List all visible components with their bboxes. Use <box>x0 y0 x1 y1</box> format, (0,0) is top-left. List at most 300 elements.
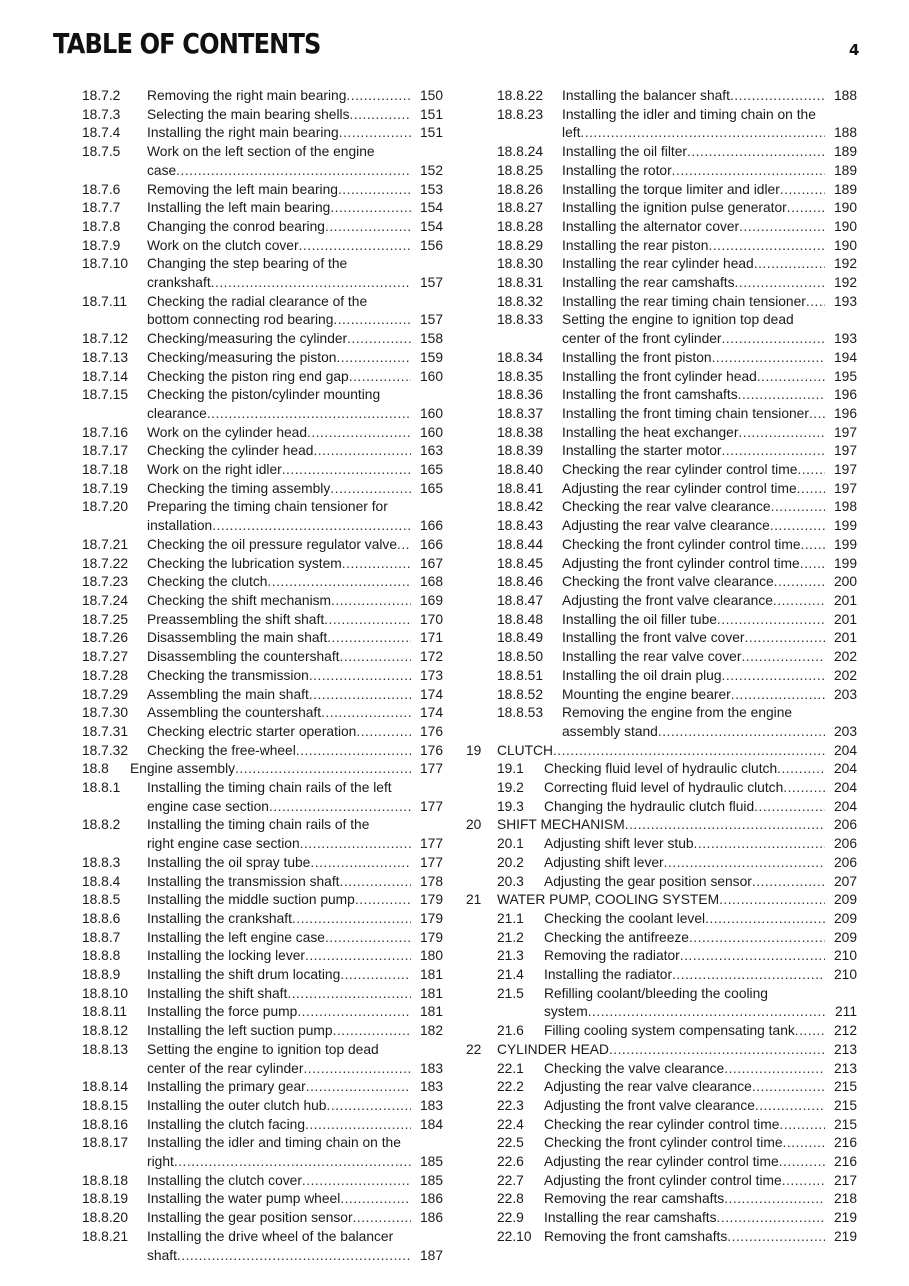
toc-entry[interactable] <box>82 648 443 667</box>
toc-entry-title-line: Changing the hydraulic clutch fluid <box>544 798 755 814</box>
toc-entry-title-line: case <box>147 162 177 178</box>
toc-entry-leader-line <box>562 555 825 574</box>
leader-dots <box>355 891 411 910</box>
leader-dots <box>176 162 411 181</box>
toc-entry-number: 18.8.29 <box>497 237 544 253</box>
toc-entry-title-line: Changing the step bearing of the <box>147 256 348 272</box>
toc-entry-text <box>562 349 857 368</box>
toc-entry-page: 201 <box>833 630 857 646</box>
toc-entry-text <box>562 573 857 592</box>
leader-dots <box>658 723 825 742</box>
toc-entry[interactable] <box>82 386 443 423</box>
toc-entry[interactable] <box>466 1060 857 1079</box>
toc-entry[interactable] <box>82 1172 443 1191</box>
toc-entry[interactable] <box>82 330 443 349</box>
toc-entry[interactable] <box>466 536 857 555</box>
toc-entry-text <box>544 929 857 948</box>
toc-entry-page: 173 <box>419 667 443 683</box>
toc-entry-page: 179 <box>419 910 443 926</box>
toc-entry-number: 18.8.5 <box>82 892 121 908</box>
toc-entry[interactable] <box>466 985 857 1022</box>
toc-entry-title-line: Installing the front piston <box>562 349 712 365</box>
toc-entry[interactable] <box>82 667 443 686</box>
toc-entry-number: 18.8.38 <box>497 424 544 440</box>
toc-entry-text <box>544 1078 857 1097</box>
toc-entry-title-line: Removing the right main bearing <box>147 88 347 103</box>
leader-dots <box>680 947 825 966</box>
toc-entry-number: 19.2 <box>497 780 524 796</box>
toc-entry-number: 18.8.33 <box>497 312 544 328</box>
toc-entry-page: 196 <box>833 387 857 403</box>
toc-entry-number: 18.7.9 <box>82 237 121 253</box>
toc-entry-text <box>147 854 443 873</box>
toc-entry-title-line: shaft <box>147 1247 177 1263</box>
toc-entry[interactable] <box>82 143 443 180</box>
toc-entry-title-line: Refilling coolant/bleeding the cooling <box>544 985 768 1001</box>
toc-entry-number: 18.8.24 <box>497 144 544 160</box>
toc-entry-text <box>147 293 443 330</box>
toc-entry[interactable] <box>82 929 443 948</box>
toc-entry[interactable] <box>82 498 443 535</box>
toc-entry-leader-line <box>147 1172 411 1191</box>
toc-entry-title-line: Adjusting the front cylinder control time <box>562 555 800 571</box>
toc-entry[interactable] <box>466 1097 857 1116</box>
toc-entry[interactable] <box>466 424 857 443</box>
toc-entry[interactable] <box>466 573 857 592</box>
toc-entry-number: 21.1 <box>497 910 524 926</box>
toc-entry-leader-line <box>562 255 825 274</box>
toc-entry-text <box>147 461 443 480</box>
toc-entry[interactable] <box>82 181 443 200</box>
toc-entry-title-line: crankshaft <box>147 275 211 291</box>
toc-entry[interactable] <box>466 629 857 648</box>
toc-entry[interactable] <box>466 835 857 854</box>
leader-dots <box>717 611 825 630</box>
toc-entry[interactable] <box>466 349 857 368</box>
toc-entry-leader-line <box>562 237 825 256</box>
toc-entry-page: 186 <box>419 1191 443 1207</box>
toc-entry[interactable] <box>466 1172 857 1191</box>
toc-entry-page: 206 <box>833 836 857 852</box>
toc-entry-page: 198 <box>833 499 857 515</box>
toc-entry-page: 181 <box>419 985 443 1001</box>
toc-entry[interactable] <box>466 760 857 779</box>
toc-entry-leader-line <box>544 798 825 817</box>
toc-entry-leader-line <box>147 461 411 480</box>
toc-entry-text <box>147 442 443 461</box>
toc-entry-leader-line <box>544 1153 825 1172</box>
toc-entry-leader-line <box>544 835 825 854</box>
toc-entry-title-line: Changing the conrod bearing <box>147 218 325 234</box>
toc-entry[interactable] <box>82 536 443 555</box>
toc-entry-title-line: Adjusting the gear position sensor <box>544 873 752 889</box>
toc-entry-title-line: Installing the drive wheel of the balancer <box>147 1228 394 1244</box>
toc-entry-leader-line <box>497 1041 825 1060</box>
toc-entry-text <box>544 873 857 892</box>
leader-dots <box>303 1060 411 1079</box>
toc-entry-title-line: Installing the left main bearing <box>147 200 331 216</box>
toc-entry-number: 21.2 <box>497 929 524 945</box>
toc-entry[interactable] <box>466 143 857 162</box>
toc-entry-leader-line <box>562 181 825 200</box>
toc-entry-text <box>147 1097 443 1116</box>
toc-entry[interactable] <box>82 1209 443 1228</box>
leader-dots <box>292 910 411 929</box>
toc-entry[interactable] <box>82 573 443 592</box>
toc-entry-leader-line <box>497 816 825 835</box>
toc-entry-title-line: Checking the front valve clearance <box>562 574 774 590</box>
toc-entry[interactable] <box>466 442 857 461</box>
toc-entry[interactable] <box>82 947 443 966</box>
toc-entry[interactable] <box>82 891 443 910</box>
toc-entry-leader-line <box>147 181 411 200</box>
toc-entry[interactable] <box>466 162 857 181</box>
toc-entry-page: 185 <box>419 1172 443 1188</box>
toc-entry[interactable] <box>82 686 443 705</box>
toc-entry[interactable] <box>466 555 857 574</box>
toc-entry[interactable] <box>466 237 857 256</box>
toc-entry[interactable] <box>466 1190 857 1209</box>
toc-entry-title-line: Work on the clutch cover <box>147 237 299 253</box>
toc-entry-number: 18.8.17 <box>82 1135 129 1151</box>
toc-entry[interactable] <box>82 816 443 853</box>
leader-dots <box>752 1078 825 1097</box>
toc-entry[interactable] <box>466 947 857 966</box>
toc-entry-page: 204 <box>833 798 857 814</box>
toc-entry-page: 174 <box>419 705 443 721</box>
toc-entry[interactable] <box>466 929 857 948</box>
toc-entry[interactable] <box>82 237 443 256</box>
toc-entry[interactable] <box>466 405 857 424</box>
toc-entry-leader-line <box>147 667 411 686</box>
toc-entry-text <box>147 1022 443 1041</box>
toc-entry-number: 18.7.27 <box>82 649 129 665</box>
toc-entry-page: 199 <box>833 555 857 571</box>
toc-entry[interactable] <box>466 798 857 817</box>
toc-entry[interactable] <box>82 742 443 761</box>
toc-entry[interactable] <box>82 124 443 143</box>
toc-entry-leader-line <box>147 330 411 349</box>
toc-entry-page: 169 <box>419 592 443 608</box>
toc-entry-leader-line <box>147 704 411 723</box>
toc-entry-page: 213 <box>833 1060 857 1076</box>
toc-entry[interactable] <box>82 704 443 723</box>
toc-entry-title-line: CYLINDER HEAD <box>497 1041 609 1057</box>
toc-entry-text <box>147 330 443 349</box>
toc-entry-page: 210 <box>833 948 857 964</box>
toc-entry-page: 190 <box>833 237 857 253</box>
toc-entry-number: 18.8.43 <box>497 518 544 534</box>
toc-entry-title-line: Installing the balancer shaft <box>562 88 730 103</box>
toc-entry[interactable] <box>466 368 857 387</box>
toc-entry[interactable] <box>82 461 443 480</box>
toc-entry-title-line: Installing the force pump <box>147 1004 298 1020</box>
leader-dots <box>738 424 825 443</box>
toc-entry-text <box>147 368 443 387</box>
toc-entry[interactable] <box>466 255 857 274</box>
toc-entry[interactable] <box>82 87 443 106</box>
toc-entry[interactable] <box>466 910 857 929</box>
toc-entry[interactable] <box>466 667 857 686</box>
toc-entry[interactable] <box>466 1116 857 1135</box>
toc-entry[interactable] <box>466 480 857 499</box>
toc-entry[interactable] <box>82 1078 443 1097</box>
toc-entry[interactable] <box>82 873 443 892</box>
toc-entry-number: 18.8.14 <box>82 1079 129 1095</box>
toc-entry[interactable] <box>466 517 857 536</box>
toc-entry-leader-line <box>544 1060 825 1079</box>
toc-entry-page: 199 <box>833 518 857 534</box>
toc-entry[interactable] <box>82 1041 443 1078</box>
toc-entry[interactable] <box>82 910 443 929</box>
toc-entry-number: 18.8.7 <box>82 929 121 945</box>
toc-entry-text <box>544 1022 857 1041</box>
leader-dots <box>779 1153 825 1172</box>
toc-entry-title-line: Installing the shift drum locating <box>147 967 341 983</box>
toc-entry[interactable] <box>82 966 443 985</box>
toc-entry-title-line: Installing the oil filler tube <box>562 611 717 627</box>
toc-entry-text <box>147 611 443 630</box>
toc-entry-text <box>544 1228 857 1247</box>
toc-entry-title-line: system <box>544 1004 588 1020</box>
leader-dots <box>797 461 825 480</box>
toc-entry[interactable] <box>82 1116 443 1135</box>
toc-entry-page: 197 <box>833 443 857 459</box>
toc-entry-leader-line <box>147 854 411 873</box>
toc-entry[interactable] <box>82 592 443 611</box>
toc-entry-text <box>147 873 443 892</box>
toc-entry[interactable] <box>82 349 443 368</box>
toc-entry[interactable] <box>82 760 443 779</box>
toc-entry-text <box>147 218 443 237</box>
toc-entry-number: 18.7.13 <box>82 349 129 365</box>
toc-entry-leader-line <box>147 873 411 892</box>
toc-entry[interactable] <box>82 1003 443 1022</box>
toc-entry-title-line: Disassembling the main shaft <box>147 630 328 646</box>
leader-dots <box>306 1078 411 1097</box>
toc-entry-leader-line <box>147 1190 411 1209</box>
toc-entry[interactable] <box>82 629 443 648</box>
toc-entry-page: 183 <box>419 1097 443 1113</box>
toc-entry[interactable] <box>466 218 857 237</box>
toc-entry[interactable] <box>466 106 857 143</box>
toc-entry[interactable] <box>466 1022 857 1041</box>
toc-entry-page: 196 <box>833 405 857 421</box>
toc-entry-page: 151 <box>419 106 443 122</box>
leader-dots <box>207 405 411 424</box>
page-number: 4 <box>849 41 860 59</box>
toc-entry[interactable] <box>82 480 443 499</box>
toc-entry-text <box>147 424 443 443</box>
toc-entry-leader-line <box>562 405 825 424</box>
toc-entry-title-line: Checking/measuring the cylinder <box>147 331 348 347</box>
toc-entry-page: 209 <box>833 929 857 945</box>
toc-entry-text <box>147 947 443 966</box>
toc-entry[interactable] <box>466 461 857 480</box>
toc-entry-title-line: Checking the valve clearance <box>544 1060 725 1076</box>
toc-entry[interactable] <box>466 87 857 106</box>
toc-entry[interactable] <box>82 1134 443 1171</box>
leader-dots <box>235 760 411 779</box>
toc-entry-title-line: Installing the rear camshafts <box>562 275 735 291</box>
toc-entry[interactable] <box>466 592 857 611</box>
toc-entry-page: 185 <box>419 1154 443 1170</box>
toc-entry[interactable] <box>466 311 857 348</box>
toc-entry-number: 18.8.42 <box>497 499 544 515</box>
toc-entry[interactable] <box>82 1228 443 1265</box>
leader-dots <box>356 723 411 742</box>
toc-entry-page: 177 <box>419 854 443 870</box>
toc-entry[interactable] <box>466 293 857 312</box>
toc-entry-page: 204 <box>833 742 857 758</box>
toc-entry-leader-line <box>562 648 825 667</box>
leader-dots <box>333 311 411 330</box>
toc-entry[interactable] <box>466 1209 857 1228</box>
toc-entry-leader-line <box>544 1022 825 1041</box>
toc-entry[interactable] <box>466 686 857 705</box>
toc-entry-leader-line <box>147 742 411 761</box>
toc-entry-number: 18.7.17 <box>82 443 129 459</box>
toc-entry-page: 216 <box>833 1154 857 1170</box>
toc-entry-leader-line <box>544 947 825 966</box>
leader-dots <box>770 517 825 536</box>
toc-entry[interactable] <box>82 368 443 387</box>
toc-entry-number: 18.7.28 <box>82 667 129 683</box>
toc-entry[interactable] <box>82 218 443 237</box>
toc-entry-text <box>562 181 857 200</box>
leader-dots <box>299 237 411 256</box>
toc-entry-page: 177 <box>419 836 443 852</box>
toc-entry-number: 18.8.28 <box>497 218 544 234</box>
toc-entry-text <box>147 1172 443 1191</box>
toc-entry-text <box>562 480 857 499</box>
toc-entry-leader-line <box>544 1003 825 1022</box>
toc-entry[interactable] <box>466 816 857 835</box>
toc-entry[interactable] <box>466 648 857 667</box>
toc-entry-leader-line <box>147 1116 411 1135</box>
toc-entry[interactable] <box>82 985 443 1004</box>
toc-entry[interactable] <box>466 1041 857 1060</box>
toc-entry-number: 18.8.11 <box>82 1004 128 1020</box>
toc-entry-text <box>544 1097 857 1116</box>
toc-entry-number: 18.8.40 <box>497 462 544 478</box>
toc-entry-title-line: Installing the locking lever <box>147 948 305 964</box>
leader-dots <box>297 1003 411 1022</box>
toc-entry[interactable] <box>82 255 443 292</box>
toc-entry-text <box>562 704 857 741</box>
toc-entry[interactable] <box>82 723 443 742</box>
toc-entry-number: 18.8.49 <box>497 630 544 646</box>
toc-entry-number: 18.8.19 <box>82 1191 129 1207</box>
toc-entry-text <box>562 555 857 574</box>
leader-dots <box>771 498 825 517</box>
toc-entry-page: 181 <box>419 1004 443 1020</box>
toc-entry-leader-line <box>562 723 825 742</box>
toc-entry[interactable] <box>82 1022 443 1041</box>
toc-entry[interactable] <box>466 611 857 630</box>
toc-entry[interactable] <box>82 293 443 330</box>
toc-entry-leader-line <box>562 274 825 293</box>
toc-entry-title-line: Installing the heat exchanger <box>562 424 739 440</box>
toc-entry[interactable] <box>466 1153 857 1172</box>
toc-entry[interactable] <box>466 891 857 910</box>
toc-entry-number: 18.8.32 <box>497 293 544 309</box>
toc-entry[interactable] <box>466 1228 857 1247</box>
toc-entry[interactable] <box>466 199 857 218</box>
toc-entry-text <box>562 405 857 424</box>
toc-entry-leader-line <box>147 480 411 499</box>
leader-dots <box>724 1060 825 1079</box>
toc-entry[interactable] <box>466 181 857 200</box>
leader-dots <box>722 667 825 686</box>
toc-entry[interactable] <box>82 854 443 873</box>
toc-entry-number: 18.7.8 <box>82 218 121 234</box>
toc-entry-number: 18.8.53 <box>497 705 544 721</box>
toc-entry-title-line: Work on the right idler <box>147 462 282 478</box>
toc-entry-title-line: Adjusting the rear valve clearance <box>562 518 770 534</box>
toc-entry-title-line: Installing the left suction pump <box>147 1023 333 1039</box>
toc-entry-number: 18.8 <box>82 761 109 777</box>
toc-entry-page: 183 <box>419 1079 443 1095</box>
toc-entry-text <box>562 611 857 630</box>
toc-entry[interactable] <box>82 779 443 816</box>
toc-entry-page: 215 <box>833 1097 857 1113</box>
toc-entry[interactable] <box>466 704 857 741</box>
toc-entry[interactable] <box>82 1190 443 1209</box>
toc-entry[interactable] <box>466 498 857 517</box>
toc-entry[interactable] <box>466 1134 857 1153</box>
toc-entry[interactable] <box>466 742 857 761</box>
toc-entry-title-line: Installing the rear camshafts <box>544 1210 717 1226</box>
toc-entry-page: 151 <box>419 125 443 141</box>
toc-entry[interactable] <box>466 274 857 293</box>
toc-entry[interactable] <box>82 442 443 461</box>
toc-entry[interactable] <box>466 386 857 405</box>
leader-dots <box>330 480 411 499</box>
toc-entry-leader-line <box>562 349 825 368</box>
toc-entry[interactable] <box>82 611 443 630</box>
toc-entry-text <box>147 1190 443 1209</box>
toc-entry-title-line: Checking the radial clearance of the <box>147 293 368 309</box>
toc-entry[interactable] <box>82 1097 443 1116</box>
toc-entry[interactable] <box>82 106 443 125</box>
toc-entry-title-line: Installing the gear position sensor <box>147 1210 353 1226</box>
toc-entry-title-line: Installing the idler and timing chain on the <box>147 1135 401 1151</box>
toc-entry-number: 18.8.37 <box>497 405 544 421</box>
toc-entry-title-line: Installing the oil drain plug <box>562 667 722 683</box>
toc-entry[interactable] <box>466 779 857 798</box>
toc-entry-number: 18.8.48 <box>497 611 544 627</box>
toc-entry-page: 203 <box>833 723 857 739</box>
toc-entry-number: 22.3 <box>497 1097 524 1113</box>
toc-entry[interactable] <box>466 854 857 873</box>
toc-entry[interactable] <box>466 1078 857 1097</box>
leader-dots <box>330 199 411 218</box>
toc-entry-title-line: Installing the outer clutch hub <box>147 1097 327 1113</box>
toc-entry-leader-line <box>147 368 411 387</box>
leader-dots <box>687 143 825 162</box>
toc-entry[interactable] <box>82 199 443 218</box>
toc-entry[interactable] <box>82 555 443 574</box>
toc-entry[interactable] <box>466 873 857 892</box>
toc-entry-number: 18.7.14 <box>82 368 129 384</box>
toc-entry[interactable] <box>82 424 443 443</box>
toc-entry-leader-line <box>147 1153 411 1172</box>
toc-entry[interactable] <box>466 966 857 985</box>
toc-entry-number: 18.8.6 <box>82 910 121 926</box>
toc-entry-number: 22.8 <box>497 1191 524 1207</box>
leader-dots <box>321 704 411 723</box>
